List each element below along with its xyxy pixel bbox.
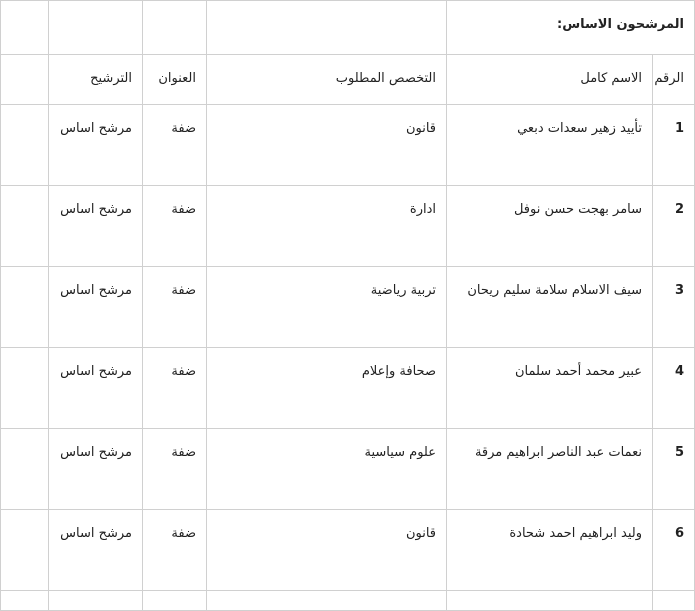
empty-cell	[1, 591, 49, 611]
row-specialization: ادارة	[207, 186, 447, 267]
row-address: ضفة	[143, 510, 207, 591]
table-row	[1, 510, 695, 591]
empty-cell	[207, 591, 447, 611]
row-nomination: مرشح اساس	[49, 267, 143, 348]
empty-cell	[143, 591, 207, 611]
row-nomination: مرشح اساس	[49, 429, 143, 510]
empty-cell	[1, 1, 49, 55]
row-nomination: مرشح اساس	[49, 186, 143, 267]
row-specialization: قانون	[207, 510, 447, 591]
row-full-name: نعمات عبد الناصر ابراهيم مرقة	[447, 429, 653, 510]
row-address: ضفة	[143, 267, 207, 348]
row-number: 3	[653, 267, 695, 348]
row-full-name: تأييد زهير سعدات دبعي	[447, 105, 653, 186]
row-number: 1	[653, 105, 695, 186]
empty-cell	[49, 1, 143, 55]
header-full-name: الاسم كامل	[447, 55, 653, 105]
row-number: 2	[653, 186, 695, 267]
empty-cell	[1, 267, 49, 348]
empty-cell	[1, 348, 49, 429]
table-title: المرشحون الاساس:	[447, 1, 695, 55]
header-nomination: الترشيح	[49, 55, 143, 105]
row-full-name: سامر بهجت حسن نوفل	[447, 186, 653, 267]
row-specialization: صحافة وإعلام	[207, 348, 447, 429]
row-address: ضفة	[143, 348, 207, 429]
table-row	[1, 267, 695, 348]
row-nomination: مرشح اساس	[49, 348, 143, 429]
row-number: 6	[653, 510, 695, 591]
table-row	[1, 429, 695, 510]
empty-cell	[49, 591, 143, 611]
row-number: 4	[653, 348, 695, 429]
table-row	[1, 105, 695, 186]
empty-cell	[207, 1, 447, 55]
empty-cell	[1, 429, 49, 510]
row-address: ضفة	[143, 429, 207, 510]
row-specialization: علوم سياسية	[207, 429, 447, 510]
title-row	[1, 1, 695, 55]
header-row	[1, 55, 695, 105]
empty-cell	[1, 186, 49, 267]
empty-cell	[653, 591, 695, 611]
row-full-name: وليد ابراهيم احمد شحادة	[447, 510, 653, 591]
empty-cell	[1, 510, 49, 591]
row-nomination: مرشح اساس	[49, 105, 143, 186]
row-specialization: قانون	[207, 105, 447, 186]
table-row	[1, 591, 695, 611]
empty-cell	[447, 591, 653, 611]
header-number: الرقم	[653, 55, 695, 105]
table-row	[1, 186, 695, 267]
header-address: العنوان	[143, 55, 207, 105]
empty-cell	[1, 55, 49, 105]
row-number: 5	[653, 429, 695, 510]
row-address: ضفة	[143, 105, 207, 186]
row-full-name: سيف الاسلام سلامة سليم ريحان	[447, 267, 653, 348]
header-specialization: التخصص المطلوب	[207, 55, 447, 105]
row-nomination: مرشح اساس	[49, 510, 143, 591]
row-address: ضفة	[143, 186, 207, 267]
empty-cell	[143, 1, 207, 55]
table-row	[1, 348, 695, 429]
row-specialization: تربية رياضية	[207, 267, 447, 348]
row-full-name: عبير محمد أحمد سلمان	[447, 348, 653, 429]
empty-cell	[1, 105, 49, 186]
